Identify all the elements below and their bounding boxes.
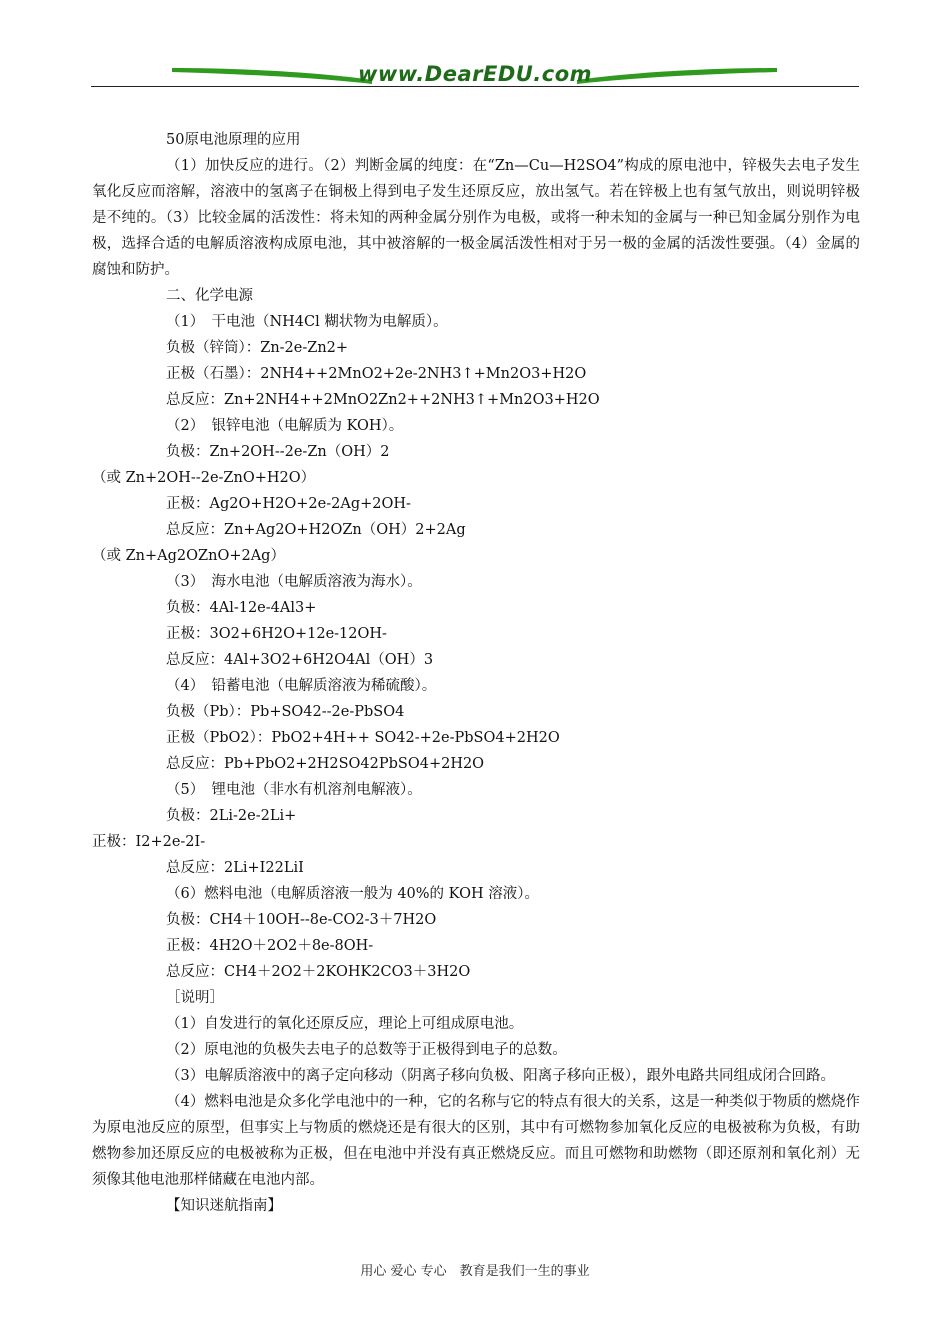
note-4: （4）燃料电池是众多化学电池中的一种，它的名称与它的特点有很大的关系，这是一种类似于物质的燃烧作为原电池反应的原型，但事实上与物质的燃烧还是有很大的区别，其中有可燃物参加氧化反应的电极被称为负极，有助燃物参加还原反应的电极被称为正极，但在电池中并没有真正燃烧反应。而且可燃物和助燃物（即还原剂和氧化剂）无须像其他电池那样储藏在电池内部。 [92,1094,860,1188]
lithium-positive: 正极：I2+2e-2I- [92,834,206,850]
battery-silver-zinc: （2） 银锌电池（电解质为 KOH）。 [166,418,404,434]
header-site-name: www.DearEDU.com [357,62,593,86]
silver-zinc-total: 总反应：Zn+Ag2O+H2OZn（OH）2+2Ag [166,522,466,538]
note-2: （2）原电池的负极失去电子的总数等于正极得到电子的总数。 [166,1042,567,1058]
knowledge-guide-heading: 【知识迷航指南】 [166,1198,282,1214]
header-divider [91,86,859,87]
note-1: （1）自发进行的氧化还原反应，理论上可组成原电池。 [166,1016,524,1032]
battery-fuel-cell: （6）燃料电池（电解质溶液一般为 40%的 KOH 溶液）。 [166,886,540,902]
silver-zinc-negative: 负极：Zn+2OH--2e-Zn（OH）2 [166,444,390,460]
fuel-cell-total: 总反应：CH4＋2O2＋2KOHK2CO3＋3H2O [166,964,471,980]
note-heading: ［说明］ [166,990,224,1006]
fuel-cell-negative: 负极：CH4＋10OH--8e-CO2-3＋7H2O [166,912,437,928]
battery-dry-cell: （1） 干电池（NH4Cl 糊状物为电解质）。 [166,314,448,330]
page-footer: 用心 爱心 专心 教育是我们一生的事业 [360,1264,590,1279]
battery-lithium: （5） 锂电池（非水有机溶剂电解液）。 [166,782,422,798]
lithium-negative: 负极：2Li-2e-2Li+ [166,808,297,824]
document-body [92,127,860,1219]
silver-zinc-positive: 正极：Ag2O+H2O+2e-2Ag+2OH- [166,496,411,512]
section-heading-chemical-power: 二、化学电源 [166,288,253,304]
fuel-cell-positive: 正极：4H2O＋2O2＋8e-8OH- [166,938,374,954]
lead-acid-positive: 正极（PbO2）：PbO2+4H++ SO42-+2e-PbSO4+2H2O [166,730,560,746]
silver-zinc-negative-alt: （或 Zn+2OH--2e-ZnO+H2O） [92,470,316,486]
note-3: （3）电解质溶液中的离子定向移动（阴离子移向负极、阳离子移向正极），跟外电路共同组成闭合回路。 [166,1068,835,1084]
seawater-negative: 负极：4Al-12e-4Al3+ [166,600,317,616]
battery-seawater: （3） 海水电池（电解质溶液为海水）。 [166,574,422,590]
section-title: 50原电池原理的应用 [166,132,301,148]
dry-cell-total: 总反应：Zn+2NH4++2MnO2Zn2++2NH3↑+Mn2O3+H2O [166,392,600,408]
paragraph-applications: （1）加快反应的进行。（2）判断金属的纯度：在“Zn—Cu—H2SO4”构成的原电池中，锌极失去电子发生氧化反应而溶解，溶液中的氢离子在铜极上得到电子发生还原反应，放出氢气。若在锌极上也有氢气放出，则说明锌极是不纯的。（3）比较金属的活泼性：将未知的两种金属分别作为电极，或将一种未知的金属与一种已知金属分别作为电极，选择合适的电解质溶液构成原电池，其中被溶解的一极金属活泼性相对于另一极的金属的活泼性要强。（4）金属的腐蚀和防护。 [92,158,860,278]
dry-cell-positive: 正极（石墨）：2NH4++2MnO2+2e-2NH3↑+Mn2O3+H2O [166,366,587,382]
silver-zinc-total-alt: （或 Zn+Ag2OZnO+2Ag） [92,548,285,564]
lead-acid-negative: 负极（Pb）：Pb+SO42--2e-PbSO4 [166,704,405,720]
seawater-positive: 正极：3O2+6H2O+12e-12OH- [166,626,387,642]
dry-cell-negative: 负极（锌筒）：Zn-2e-Zn2+ [166,340,349,356]
battery-lead-acid: （4） 铅蓄电池（电解质溶液为稀硫酸）。 [166,678,437,694]
lithium-total: 总反应：2Li+I22LiI [166,860,304,876]
lead-acid-total: 总反应：Pb+PbO2+2H2SO42PbSO4+2H2O [166,756,485,772]
seawater-total: 总反应：4Al+3O2+6H2O4Al（OH）3 [166,652,434,668]
